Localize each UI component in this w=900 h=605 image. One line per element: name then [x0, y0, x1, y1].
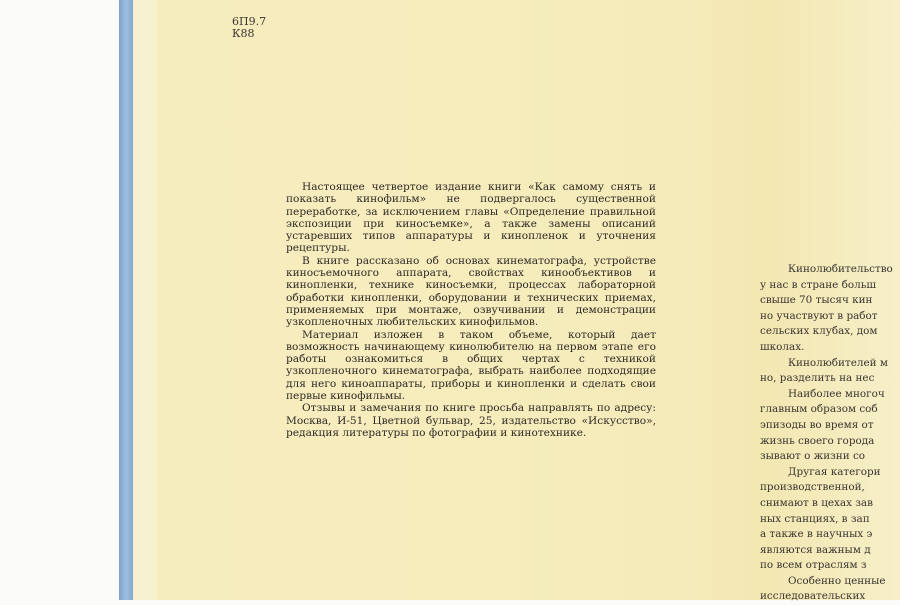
right-page-text: [760, 262, 900, 605]
text-line: главным образом соб: [760, 403, 878, 416]
text-line: по всем отраслям з: [760, 559, 867, 572]
text-line: Кинолюбительство: [788, 263, 893, 275]
text-line: жизнь своего города: [760, 434, 875, 447]
text-line: школах.: [760, 340, 805, 353]
annotation-paragraph: Материал изложен в таком объеме, который дает возможность начинающему кинолюбителю на первом этапе его работы ознакомиться в общих чертах с техникой узкопленочного кинематографа, выбрать наиболее подходящие для него киноаппараты, приборы и кинопленки и сделать свои первые кинофильмы.: [286, 328, 656, 403]
text-line: эпизоды во время от: [760, 418, 874, 431]
page-edge: [133, 0, 157, 600]
text-line: Другая категори: [788, 465, 881, 478]
annotation-paragraph: Настоящее четвертое издание книги «Как самому снять и показать кинофильм» не подвергалось существенной переработке, за исключением главы «Определение правильной экспозиции при киносъемке», а также замены описаний устаревших типов аппаратуры и кинопленок и уточнения рецептуры.: [286, 181, 656, 255]
classification-code: 6П9.7: [232, 15, 267, 28]
text-line: у нас в стране больш: [760, 278, 877, 291]
author-mark: К88: [232, 27, 255, 40]
annotation-paragraph: Отзывы и замечания по книге просьба направлять по адресу: Москва, И-51, Цветной бульвар, 25, издательство «Искусство», редакция литературы по фотографии и кинотехнике.: [286, 402, 656, 439]
text-line: Особенно ценные: [788, 574, 886, 587]
text-line: производственной,: [760, 481, 865, 494]
text-line: а также в научных э: [760, 528, 873, 541]
text-line: но, разделить на нес: [760, 372, 875, 385]
annotation-text: [286, 181, 656, 439]
text-line: исследовательских: [760, 590, 866, 603]
book-spine: [119, 0, 133, 600]
text-line: снимают в цехах зав: [760, 496, 873, 509]
text-line: Кинолюбителей м: [788, 356, 888, 369]
text-line: но участвуют в работ: [760, 309, 878, 322]
annotation-paragraph: В книге рассказано об основах кинематографа, устройстве киносъемочного аппарата, свойствах кинообъективов и кинопленки, технике киносъемки, процессах лабораторной обработки кинопленки, оборудовании и технических приемах, применяемых при монтаже, озвучивании и демонстрации узкопленочных любительских кинофильмов.: [286, 254, 656, 329]
library-classification: [232, 16, 266, 40]
text-line: являются важным д: [760, 543, 871, 556]
text-line: Наиболее многоч: [788, 387, 885, 400]
text-line: ных станциях, в зап: [760, 512, 870, 525]
text-line: сельских клубах, дом: [760, 325, 878, 338]
text-line: свыше 70 тысяч кин: [760, 294, 873, 307]
text-line: зывают о жизни со: [760, 450, 866, 463]
